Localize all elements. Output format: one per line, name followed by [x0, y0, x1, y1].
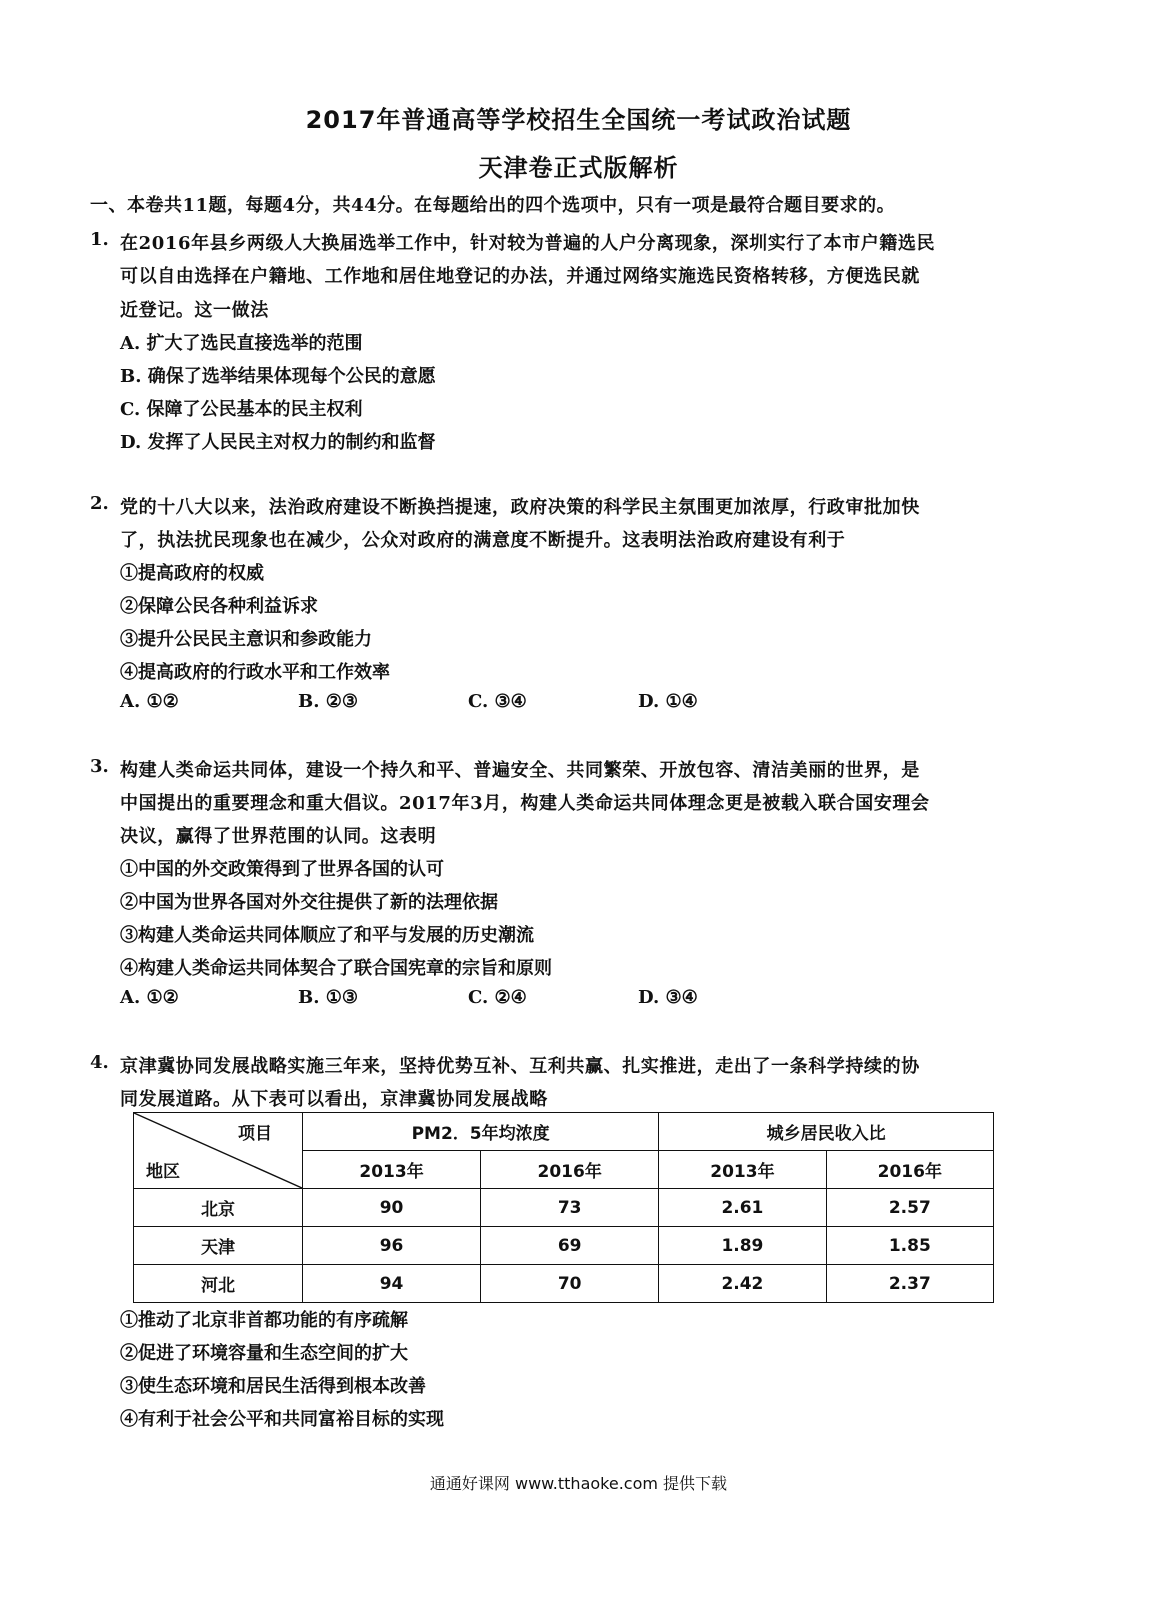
question-number: 1. [90, 229, 109, 250]
choice-d: D. ①④ [638, 691, 698, 712]
table-cell: 69 [481, 1227, 659, 1265]
option-d: D. 发挥了人民民主对权力的制约和监督 [120, 432, 436, 453]
statement-3: ③构建人类命运共同体顺应了和平与发展的历史潮流 [120, 925, 534, 946]
table-corner-cell [134, 1113, 303, 1189]
choice-c: C. ③④ [468, 691, 527, 712]
question-text-line: 同发展道路。从下表可以看出，京津冀协同发展战略 [120, 1089, 548, 1110]
table-cell: 2.57 [826, 1189, 993, 1227]
statement-2: ②保障公民各种利益诉求 [120, 596, 318, 617]
question-text-line: 京津冀协同发展战略实施三年来，坚持优势互补、互利共赢、扎实推进，走出了一条科学持续的协 [120, 1056, 920, 1077]
question-text-line: 在2016年县乡两级人大换届选举工作中，针对较为普遍的人户分离现象，深圳实行了本市户籍选民 [120, 233, 936, 254]
table-cell: 73 [481, 1189, 659, 1227]
choice-c: C. ②④ [468, 987, 527, 1008]
table-cell: 2.37 [826, 1265, 993, 1303]
table-row [134, 1265, 994, 1303]
table-cell: 2.61 [659, 1189, 826, 1227]
choice-b: B. ①③ [298, 987, 359, 1008]
table-cell: 1.85 [826, 1227, 993, 1265]
statement-2: ②中国为世界各国对外交往提供了新的法理依据 [120, 892, 498, 913]
question-text-line: 可以自由选择在户籍地、工作地和居住地登记的办法，并通过网络实施选民资格转移，方便选民就 [120, 266, 920, 287]
question-text-line: 近登记。这一做法 [120, 300, 269, 321]
table-region-cell: 河北 [134, 1265, 303, 1303]
question-number: 3. [90, 756, 109, 777]
table-group-header: 城乡居民收入比 [659, 1113, 994, 1151]
statement-4: ④构建人类命运共同体契合了联合国宪章的宗旨和原则 [120, 958, 552, 979]
choice-d: D. ③④ [638, 987, 698, 1008]
table-cell: 1.89 [659, 1227, 826, 1265]
table-cell: 2.42 [659, 1265, 826, 1303]
exam-subtitle: 天津卷正式版解析 [478, 154, 679, 182]
data-table [133, 1112, 994, 1303]
question-text-line: 构建人类命运共同体，建设一个持久和平、普遍安全、共同繁荣、开放包容、清洁美丽的世界，是 [120, 760, 920, 781]
table-group-header: PM2．5年均浓度 [303, 1113, 659, 1151]
statement-2: ②促进了环境容量和生态空间的扩大 [120, 1343, 408, 1364]
table-header-region: 地区 [146, 1162, 180, 1182]
table-year-header: 2016年 [481, 1151, 659, 1189]
choice-b: B. ②③ [298, 691, 359, 712]
table-year-header: 2013年 [303, 1151, 481, 1189]
question-number: 2. [90, 493, 109, 514]
section-instructions: 一、本卷共11题，每题4分，共44分。在每题给出的四个选项中，只有一项是最符合题目要求的。 [90, 195, 896, 216]
option-a: A. 扩大了选民直接选举的范围 [120, 333, 363, 354]
question-text-line: 决议，赢得了世界范围的认同。这表明 [120, 826, 437, 847]
question-text-line: 了，执法扰民现象也在减少，公众对政府的满意度不断提升。这表明法治政府建设有利于 [120, 530, 846, 551]
statement-4: ④提高政府的行政水平和工作效率 [120, 662, 390, 683]
statement-3: ③提升公民民主意识和参政能力 [120, 629, 372, 650]
table-cell: 94 [303, 1265, 481, 1303]
choice-a: A. ①② [120, 987, 179, 1008]
table-row [134, 1227, 994, 1265]
exam-title: 2017年普通高等学校招生全国统一考试政治试题 [305, 106, 852, 134]
table-header-item: 项目 [238, 1124, 272, 1144]
statement-1: ①中国的外交政策得到了世界各国的认可 [120, 859, 444, 880]
choice-a: A. ①② [120, 691, 179, 712]
table-year-header: 2013年 [659, 1151, 826, 1189]
statement-1: ①提高政府的权威 [120, 563, 264, 584]
statement-3: ③使生态环境和居民生活得到根本改善 [120, 1376, 426, 1397]
table-region-cell: 北京 [134, 1189, 303, 1227]
question-text-line: 中国提出的重要理念和重大倡议。2017年3月，构建人类命运共同体理念更是被载入联合国安理会 [120, 793, 930, 814]
table-cell: 70 [481, 1265, 659, 1303]
question-text-line: 党的十八大以来，法治政府建设不断换挡提速，政府决策的科学民主氛围更加浓厚，行政审批加快 [120, 497, 920, 518]
option-b: B. 确保了选举结果体现每个公民的意愿 [120, 366, 436, 387]
question-number: 4. [90, 1052, 109, 1073]
table-row [134, 1189, 994, 1227]
table-region-cell: 天津 [134, 1227, 303, 1265]
page-footer: 通通好课网 www.tthaoke.com 提供下载 [429, 1474, 728, 1493]
option-c: C. 保障了公民基本的民主权利 [120, 399, 363, 420]
table-cell: 90 [303, 1189, 481, 1227]
statement-4: ④有利于社会公平和共同富裕目标的实现 [120, 1409, 444, 1430]
statement-1: ①推动了北京非首都功能的有序疏解 [120, 1310, 408, 1331]
table-cell: 96 [303, 1227, 481, 1265]
table-year-header: 2016年 [826, 1151, 993, 1189]
